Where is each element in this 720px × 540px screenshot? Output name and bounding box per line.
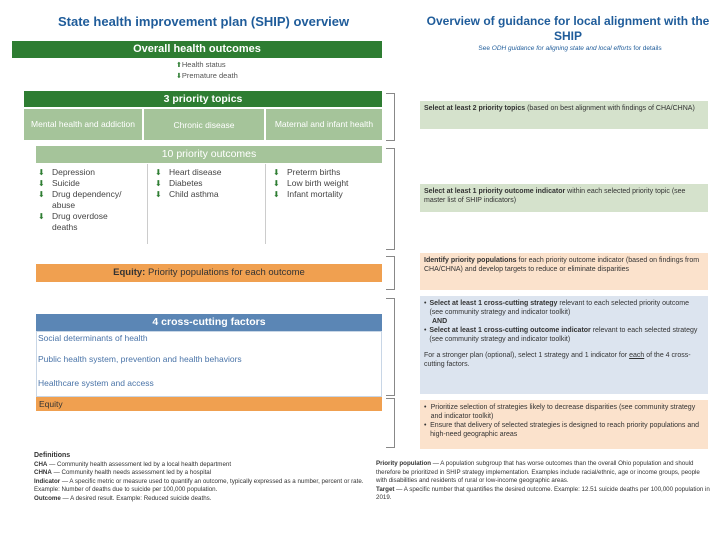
definition-item: Outcome — A desired result. Example: Reduced suicide deaths. <box>34 494 212 502</box>
brace-outcomes <box>386 148 395 250</box>
equity-priority-populations-bar: Equity: Priority populations for each outcome <box>36 264 382 282</box>
cross-cutting-item: Public health system, prevention and health behaviors <box>38 354 242 364</box>
arrow-down-icon: ⬇ <box>273 168 280 177</box>
guidance-box-cross-cutting <box>420 296 708 394</box>
definition-item: Target — A specific number that quantifies the desired outcome. Example: 12.51 suicide deaths per 100,000 population in 2019. <box>376 485 710 501</box>
priority-topic-cell: Mental health and addiction <box>24 109 142 140</box>
brace-equity <box>386 256 395 290</box>
arrow-down-icon: ⬇ <box>155 179 162 188</box>
brace-topics <box>386 93 395 141</box>
guidance-box-populations: Identify priority populations for each priority outcome indicator (based on findings from CHA/CHNA) and develop targets to reduce or eliminate disparities <box>420 253 708 290</box>
list-item: • Select at least 1 cross-cutting outcome indicator relevant to each selected strategy (see community strategy and indicator toolkit) <box>424 327 698 343</box>
list-item: ⬇ Heart disease <box>155 167 222 177</box>
arrow-up-icon: ⬆ <box>176 62 182 69</box>
bullet-icon: • <box>424 327 427 334</box>
list-item: • Prioritize selection of strategies likely to decrease disparities (see community strategy and indicator toolkit) <box>424 404 696 420</box>
definitions-right <box>376 460 710 503</box>
and-label: AND <box>432 318 448 325</box>
brace-equity-2 <box>386 398 395 448</box>
priority-topic-cell: Chronic disease <box>144 109 264 140</box>
arrow-down-icon: ⬇ <box>273 179 280 188</box>
overall-outcome-item: ⬆Health status <box>176 60 226 69</box>
definition-item: Priority population — A population subgroup that has worse outcomes than the overall Ohio population and should therefore be prioritized in SHIP strategy implementation. Examples include racial/ethnic, age or income groups, people with disabilities and residents of rural or low-income geographic areas. <box>376 460 700 484</box>
definition-item: CHNA — Community health needs assessment led by a hospital <box>34 469 212 476</box>
arrow-down-icon: ⬇ <box>273 190 280 199</box>
priority-outcomes-col3 <box>273 167 383 200</box>
column-divider <box>265 164 266 244</box>
cross-cutting-item: Social determinants of health <box>38 333 148 343</box>
column-divider <box>147 164 148 244</box>
arrow-down-icon: ⬇ <box>38 179 45 188</box>
bullet-icon: • <box>424 300 427 307</box>
right-title: Overview of guidance for local alignment with the SHIP <box>426 14 710 43</box>
arrow-down-icon: ⬇ <box>155 168 162 177</box>
bullet-icon: • <box>424 422 427 429</box>
arrow-down-icon: ⬇ <box>176 73 182 80</box>
brace-cross-cutting <box>386 298 395 396</box>
priority-topics-header: 3 priority topics <box>24 91 382 107</box>
list-item: ⬇ Preterm births <box>273 167 341 177</box>
arrow-down-icon: ⬇ <box>38 190 45 199</box>
list-item: • Ensure that delivery of selected strategies is designed to reach priority populations and high-need geographic areas <box>424 422 700 438</box>
definitions-title: Definitions <box>34 452 71 459</box>
priority-outcomes-header: 10 priority outcomes <box>36 146 382 163</box>
list-item: • Select at least 1 cross-cutting strategy relevant to each selected priority outcome (see community strategy and indicator toolkit) <box>424 300 689 316</box>
list-item: ⬇ Drug dependency/ abuse <box>38 189 122 210</box>
priority-outcomes-col2 <box>155 167 265 200</box>
guidance-box-topics: Select at least 2 priority topics (based on best alignment with findings of CHA/CHNA) <box>420 101 708 129</box>
list-item: ⬇ Child asthma <box>155 189 219 199</box>
arrow-down-icon: ⬇ <box>38 168 45 177</box>
guidance-box-outcomes: Select at least 1 priority outcome indicator within each selected priority topic (see master list of SHIP indicators) <box>420 184 708 212</box>
cross-cutting-equity-bar: Equity <box>36 397 382 411</box>
definitions-left <box>34 452 374 503</box>
right-subtitle: See ODH guidance for aligning state and local efforts for details <box>478 45 662 52</box>
definition-item: CHA — Community health assessment led by a local health department <box>34 460 232 468</box>
list-item: ⬇ Diabetes <box>155 178 203 188</box>
list-item: ⬇ Infant mortality <box>273 189 343 199</box>
cross-cutting-item: Healthcare system and access <box>38 378 154 388</box>
list-item: ⬇ Drug overdose deaths <box>38 211 108 232</box>
overall-outcomes-header: Overall health outcomes <box>12 41 382 58</box>
priority-topic-cell: Maternal and infant health <box>266 109 382 140</box>
definition-item: Indicator — A specific metric or measure used to quantify an outcome, typically expressed as a number, percent or rate. Example: Number of deaths due to suicide per 100,000 population. <box>34 477 364 493</box>
arrow-down-icon: ⬇ <box>38 212 45 221</box>
bullet-icon: • <box>424 404 427 411</box>
stronger-plan-note: For a stronger plan (optional), select 1 strategy and 1 indicator for each of the 4 cross-cutting factors. <box>424 352 691 368</box>
list-item: ⬇ Suicide <box>38 178 80 188</box>
overall-outcome-item: ⬇Premature death <box>176 71 238 80</box>
list-item: ⬇ Depression <box>38 167 95 177</box>
guidance-box-disparities <box>420 400 708 449</box>
arrow-down-icon: ⬇ <box>155 190 162 199</box>
left-title: State health improvement plan (SHIP) overview <box>58 14 350 29</box>
cross-cutting-header: 4 cross-cutting factors <box>36 314 382 331</box>
list-item: ⬇ Low birth weight <box>273 178 349 188</box>
guidance-link[interactable]: ODH guidance for aligning state and local efforts <box>491 45 632 52</box>
priority-outcomes-col1 <box>38 167 148 233</box>
